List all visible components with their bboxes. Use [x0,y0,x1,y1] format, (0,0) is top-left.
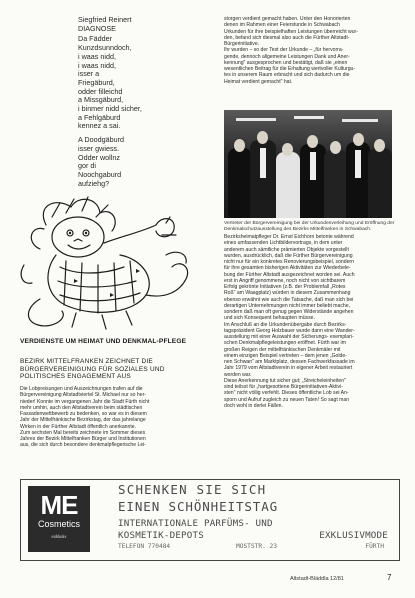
ceremony-photo [224,110,392,218]
article-subheadline: BEZIRK MITTELFRANKEN ZEICHNET DIE BÜRGERVEREINIGUNG FÜR SOZIALES UND POLITISCHES ENGAGEMENT AUS [20,358,165,381]
text-line: bung der Fürther Altstadt ausgezeichnet worden sei. Auch [224,271,355,278]
article-body-left [20,386,202,449]
text-line: Urkunden für ihre beispielhaften Leistungen überreicht wur- [224,28,358,35]
poem-line: Friegäburd, [78,77,115,87]
poem-line: Da Fädder [78,34,112,44]
text-line: nen Schwan" am Marktplatz, dessen Fachwerkfassade im [224,359,355,365]
poem [78,16,208,188]
text-line: tes in unserem Raum erbracht und sich dadurch um die [224,72,350,79]
text-line: aus, die sich durch besondere denkmalpflegerische Lei- [20,442,147,449]
poem-line: a Missgäburd, [78,95,124,105]
article-body-right [224,234,396,409]
text-line: gende, dennoch allgemeine Leistungen Dank und Aner- [224,53,350,60]
text-line: sondern daß man oft genug gegen Widerstände angehen [224,309,354,315]
text-line: Roß" am Waagplatz) würden in diesem Zusammenhang [224,290,351,297]
poem-line: Kunzdsunndoch, [78,43,132,53]
page-folio: Altstadt-Bläddla 12/81 [290,576,344,582]
text-line: sten" nicht völlig verfehlt. Dieses öffentliche Lob sei An- [224,390,349,397]
poem-line: A Doodgäburd [78,135,124,145]
text-line: anderem auch sämtliche prämierten Objekte vorgestellt [224,246,349,253]
poem-author: Siegfried Reinert [78,15,132,24]
text-line: mehr umhin, auch den Altstadtverein beim städtischen [20,404,143,411]
poem-line: i waas nidd, [78,60,116,70]
text-line: und sich Konsequent behaupten müsse. [224,315,315,322]
text-line: tagspräsident Georg Holzbauer wurde dann eine Wander- [224,327,355,334]
ad-city: FÜRTH [365,543,384,550]
text-line: Heimat verdient gemacht" hat. [224,78,293,85]
text-line: doch wohl in derlei Fällen. [224,402,283,409]
text-line: derartigen Unternehmungen nicht immer beliebt mache, [224,302,350,309]
text-line: wurden, ausdrücklich, daß die Fürther Bürgervereinigung [224,252,353,259]
text-line: kennung" ausgesprochen und bestätigt, daß sie „einen [224,59,348,66]
poem-line: gor di [78,161,96,171]
text-line: Im Anschluß an die Urkundenübergabe durch Bezirks- [224,321,347,328]
text-line: den, befand sich diesmal also auch die Fürther Altstadt- [224,34,350,41]
poem-line: kennez a sai. [78,121,121,131]
text-line: für ihre gesamten bisherigen Aktivitäten zur Wiederbele- [224,265,351,272]
logo-name: Cosmetics [37,519,80,529]
photo-caption: Vertreter der Bürgervereinigung bei der Urkundenverleihung und Eröffnung der Denkmalschutzausstellung des Bezirks Mittelfranken in Schwabach. [224,221,395,232]
ad-slogan-line-2: EINEN SCHÖNHEITSTAG [118,499,279,514]
text-line: Jahr der Mittelfränkische Bezirkstag, der das jahrelange [20,417,146,424]
text-line: ebenso erwähnt wie auch die Tatsache, daß man sich bei [224,296,354,303]
poem-stanza-2 [78,136,208,188]
text-line: Ihr wurden – so der Text der Urkunde – „für hervorra- [224,47,344,54]
logo-mark: ME [40,490,78,520]
text-line: storgen verdient gemacht haben. Unter den Honorierten [224,16,351,22]
poem-title: DIAGNOSE [78,23,116,33]
poem-line: odder filleichd [78,86,123,96]
ad-slogan-line-1: SCHENKEN SIE SICH [118,482,267,497]
logo-subtitle: exklusiv [51,534,67,539]
poem-line: isser a [78,69,100,79]
text-line: wesentlichen Beitrag für die Erhaltung wertvoller Kulturgu- [224,66,356,72]
ad-address: MOSTSTR. 23 [236,543,277,550]
ad-line-4-left: KOSMETIK-DEPOTS [118,530,204,541]
text-line: eines umfassenden Lichtbildervortrags, in dem unter [224,240,343,247]
text-line: schen Denkmalpflegeleistungen eröffnet. Fürth war im [224,340,346,347]
text-line: Fassadenwettbewerb zu bedenken, so war es in diesem [20,411,147,417]
text-line: sporn und Aufruf zugleich zu neuen Taten! So sagt man [224,396,350,403]
text-line: Diese Anerkennung tut sicher gut; „Streicheleinheiten" [224,377,346,384]
text-line: sind teilsst für „hartgesottene Bürgerinitiativen-Aktivi- [224,384,343,390]
text-line: Jahres der Bezirk Mittelfranken Bürger und Institutionen [20,436,146,442]
ad-line-3: INTERNATIONALE PARFÜMS- UND [118,518,273,529]
text-line: nieder! Konnte im vergangenen Jahr die Stadt Fürth nicht [20,398,150,405]
text-line: Erfolg gekrönte Initiativen (z.B. der Problemfall „Rotes [224,284,346,290]
ad-line-4-right: EXKLUSIVMODE [319,530,388,541]
text-line: Wirken in der Fürther Altstadt öffentlich anerkannte. [20,423,136,430]
poem-line: a Fehlgäburd [78,112,121,122]
text-line: Jahr 1979 vom Altstadtverein in eigener Arbeit restauriert [224,365,353,372]
text-line: einem einzigen Beispiel vertreten – dem jenen „Golde- [224,352,347,359]
text-line: Bürgerinitiative. [224,41,260,47]
ad-phone: TELEFON 770484 [118,543,171,550]
poem-line: i waas nidd, [78,51,116,61]
text-line: ausstellung mit einer Auswahl der Sicherungs- exemplari- [224,334,354,340]
poem-line: aufziehg? [78,178,110,188]
text-line: worden war. [224,371,252,378]
text-line: nicht nur für ein konkretes Renovierungsbeispiel, sondern [224,259,354,265]
page-number: 7 [387,573,392,582]
text-line: großen Reigen der mittelfränkischen Denkmäler mit [224,346,341,353]
poem-stanza-1 [78,35,208,131]
poem-line: i binmer nidd sicher, [78,104,142,114]
poem-line: Noochgaburd [78,169,122,179]
cartoon-illustration [16,195,201,330]
me-cosmetics-logo [28,486,90,552]
text-line: Bürgervereinigung Altstadtviertel St. Michael nur so her- [20,392,146,399]
poem-line: Odder wollnz [78,152,120,162]
ad-line-4 [118,530,388,541]
text-line: erst in Angriff genommene, noch nicht von sichtbarem [224,277,346,284]
text-line: Die Lobpreisungen und Auszeichnungen trafen auf die [20,386,143,392]
text-line: Bezirksheimatpfleger Dr. Ernst Eichhorn betonte während [224,234,354,240]
text-line: Zum sechsten Mal bereits zeichnete im Sommer dieses [20,429,146,436]
poem-line: isser gwiess. [78,143,120,153]
right-column-top-text [224,16,396,85]
article-headline: VERDIENSTE UM HEIMAT UND DENKMAL-PFLEGE [20,338,187,345]
text-line: denen im Rahmen einer Feierstunde in Schwabach [224,22,340,29]
